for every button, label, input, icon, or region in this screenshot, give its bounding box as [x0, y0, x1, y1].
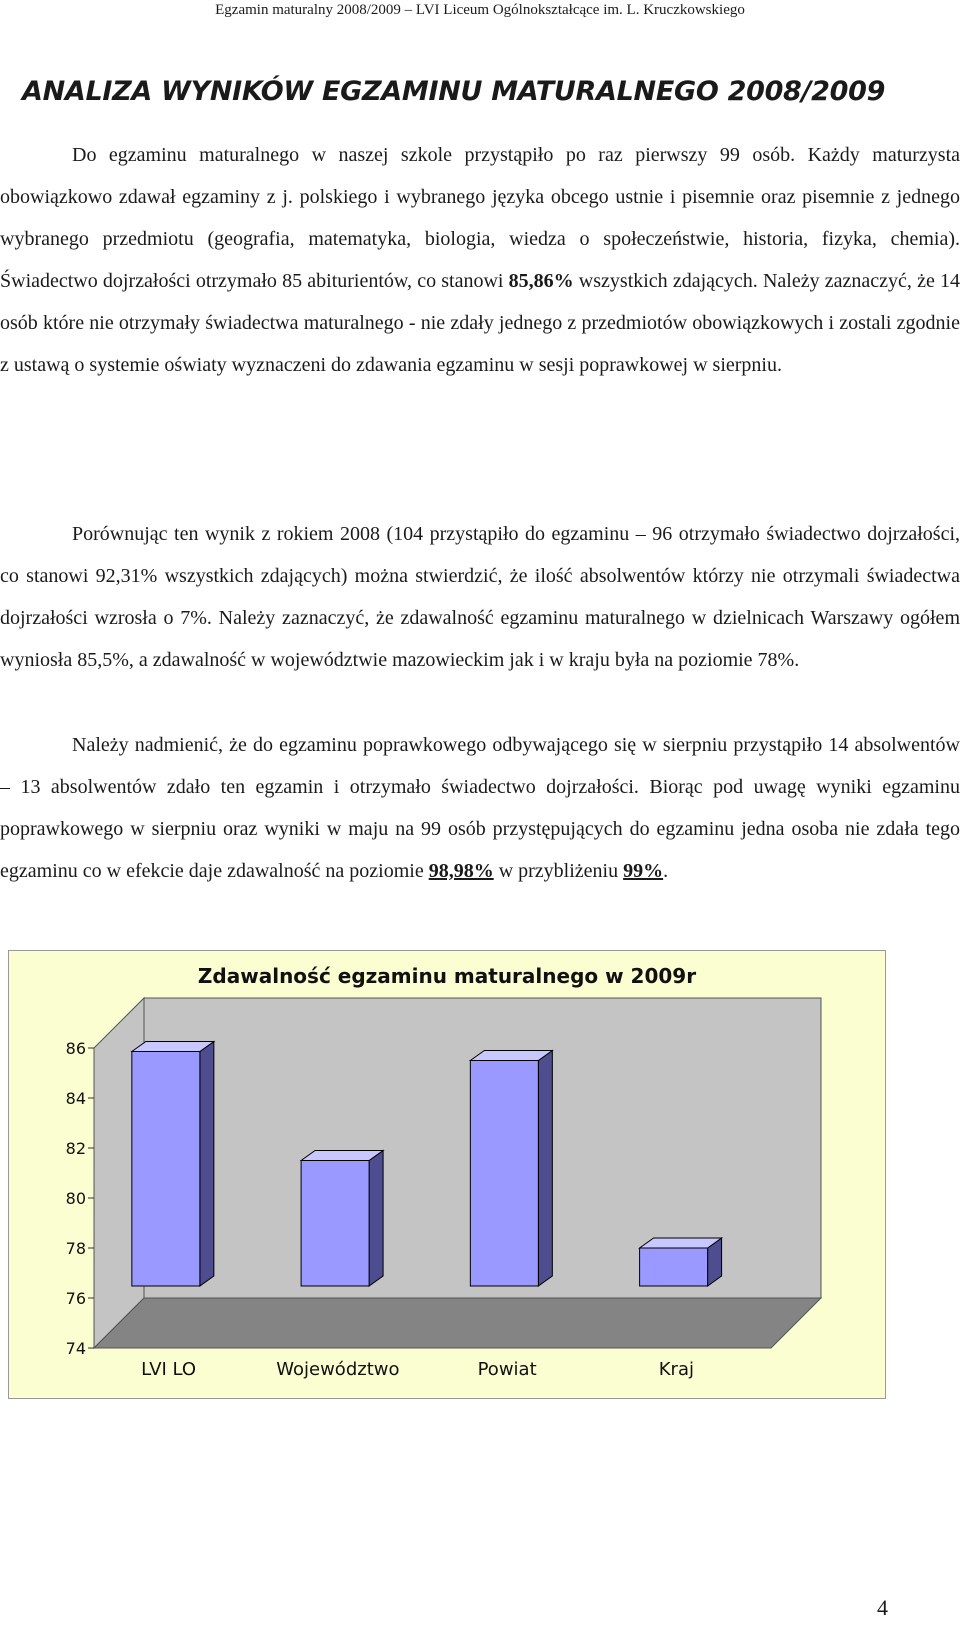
paragraph-text: Do egzaminu maturalnego w naszej szkole przystąpiło po raz pierwszy 99 osób. Każdy maturzysta obowiązkowo zdawał egzaminy z j. polskiego i wybranego języka obcego ustnie i pisemnie oraz pisemnie z jednego wybranego przedmiotu (geografia, matematyka, biologia, wiedza o społeczeństwie, historia, fizyka, chemia). Świadectwo dojrzałości otrzymało 85 abiturientów, co stanowi: [0, 144, 960, 292]
y-axis-tick-label: 78: [65, 1239, 86, 1258]
bar-side: [538, 1051, 552, 1287]
page-number: 4: [877, 1595, 888, 1620]
bar-0: [132, 1052, 200, 1287]
bar-top: [470, 1051, 552, 1061]
y-axis-tick-label: 76: [65, 1289, 86, 1308]
y-axis-tick-label: 84: [65, 1089, 86, 1108]
rounded-pass-rate: 99%: [623, 860, 664, 882]
paragraph-results: [0, 134, 960, 386]
y-axis-tick-label: 82: [65, 1139, 86, 1158]
paragraph-text: Porównując ten wynik z rokiem 2008 (104 przystąpiło do egzaminu – 96 otrzymało świadectwo dojrzałości, co stanowi 92,31% wszystkich zdających) można stwierdzić, że ilość absolwentów którzy nie otrzymali świadectwa dojrzałości wzrosła o 7%. Należy zaznaczyć, że zdawalność egzaminu maturalnego w dzielnicach Warszawy ogółem wyniosła 85,5%, a zdawalność w województwie mazowieckim jak i w kraju była na poziomie 78%.: [0, 523, 960, 671]
x-axis-category-label: Województwo: [276, 1359, 400, 1380]
final-pass-rate: 98,98%: [428, 860, 494, 882]
bar-3: [640, 1248, 708, 1286]
paragraph-text: wszystkich zdających. Należy zaznaczyć, że 14 osób które nie otrzymały świadectwa maturalnego - nie zdały jednego z przedmiotów obowiązkowych i zostali zgodnie z ustawą o systemie oświaty wyznaczeni do zdawania egzaminu w sesji poprawkowej w sierpniu.: [0, 270, 960, 376]
x-axis-category-label: Kraj: [658, 1359, 694, 1380]
paragraph-comparison: [0, 513, 960, 681]
bar-1: [301, 1161, 369, 1287]
bar-side: [200, 1042, 214, 1287]
bar-top: [301, 1151, 383, 1161]
pass-rate-chart: [8, 950, 886, 1399]
y-axis-tick-label: 86: [65, 1039, 86, 1058]
bar-2: [470, 1061, 538, 1287]
x-axis-category-label: LVI LO: [141, 1359, 197, 1380]
chart-floor: [94, 1298, 821, 1348]
paragraph-text: w przybliżeniu: [493, 860, 624, 882]
bar-top: [132, 1042, 214, 1052]
y-axis-tick-label: 80: [65, 1189, 86, 1208]
paragraph-resit: [0, 724, 960, 892]
y-axis-tick-label: 74: [65, 1339, 86, 1358]
chart-title: Zdawalność egzaminu maturalnego w 2009r: [197, 964, 697, 988]
pass-rate-highlight: 85,86%: [508, 270, 574, 292]
document-title: ANALIZA WYNIKÓW EGZAMINU MATURALNEGO 2008/2009: [22, 76, 886, 107]
x-axis-category-label: Powiat: [477, 1359, 537, 1380]
bar-top: [640, 1238, 722, 1248]
bar-side: [369, 1151, 383, 1287]
chart-canvas: [9, 951, 885, 1398]
page-header: Egzamin maturalny 2008/2009 – LVI Liceum Ogólnokształcące im. L. Kruczkowskiego: [215, 2, 745, 18]
paragraph-text: Należy nadmienić, że do egzaminu poprawkowego odbywającego się w sierpniu przystąpiło 14 absolwentów – 13 absolwentów zdało ten egzamin i otrzymało świadectwo dojrzałości. Biorąc pod uwagę wyniki egzaminu poprawkowego w sierpniu oraz wyniki w maju na 99 osób przystępujących do egzaminu jedna osoba nie zdała tego egzaminu co w efekcie daje zdawalność na poziomie: [0, 734, 960, 882]
paragraph-text: .: [663, 860, 669, 882]
